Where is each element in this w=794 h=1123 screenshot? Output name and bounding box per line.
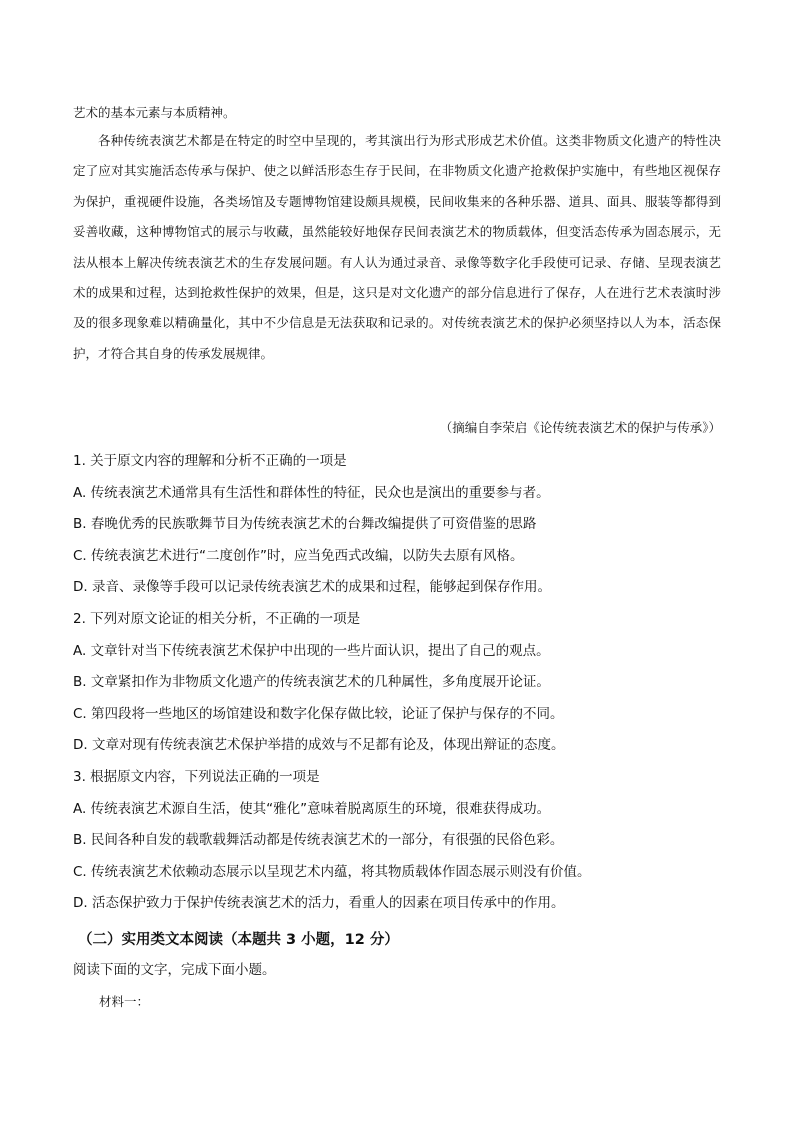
question-2-option-d: D. 文章对现有传统表演艺术保护举措的成效与不足都有论及，体现出辩证的态度。: [73, 737, 565, 754]
question-1-option-b: B. 春晚优秀的民族歌舞节目为传统表演艺术的台舞改编提供了可资借鉴的思路: [73, 516, 537, 533]
question-3-option-b: B. 民间各种自发的载歌载舞活动都是传统表演艺术的一部分，有很强的民俗色彩。: [73, 832, 564, 849]
section-heading: （二）实用类文本阅读（本题共 3 小题，12 分）: [78, 932, 399, 948]
passage-lead-line: 艺术的基本元素与本质精神。: [73, 105, 236, 120]
question-2-option-c: C. 第四段将一些地区的场馆建设和数字化保存做比较，论证了保护与保存的不同。: [73, 705, 564, 722]
question-2-option-a: A. 文章针对当下传统表演艺术保护中出现的一些片面认识，提出了自己的观点。: [73, 642, 550, 659]
question-2-option-b: B. 文章紧扣作为非物质文化遗产的传统表演艺术的几种属性，多角度展开论证。: [73, 674, 550, 691]
question-1-stem: 1. 关于原文内容的理解和分析不正确的一项是: [73, 453, 347, 469]
question-2-stem: 2. 下列对原文论证的相关分析，不正确的一项是: [73, 610, 361, 627]
passage-source: （摘编自李荣启《论传统表演艺术的保护与传承》）: [439, 420, 721, 435]
question-1-option-a: A. 传统表演艺术通常具有生活性和群体性的特征，民众也是演出的重要参与者。: [73, 484, 550, 501]
section-instruction: 阅读下面的文字，完成下面小题。: [73, 962, 276, 978]
question-3-option-c: C. 传统表演艺术依赖动态展示以呈现艺术内蕴，将其物质载体作固态展示则没有价值。: [73, 863, 591, 880]
questions-section: [73, 446, 721, 920]
question-1-option-d: D. 录音、录像等手段可以记录传统表演艺术的成果和过程，能够起到保存作用。: [73, 579, 551, 596]
material-label: 材料一：: [99, 994, 150, 1009]
passage-paragraph: 各种传统表演艺术都是在特定的时空中呈现的，考其演出行为形式形成艺术价值。这类非物质文化遗产的特性决定了应对其实施活态传承与保护、使之以鲜活形态生存于民间，在非物质文化遗产抢救保护实施中，有些地区视保存为保护，重视硬件设施，各类场馆及专题博物馆建设颇具规模，民间收集来的各种乐器、道具、面具、服装等都得到妥善收藏，这种博物馆式的展示与收藏，虽然能较好地保存民间表演艺术的物质载体，但变活态传承为固态展示，无法从根本上解决传统表演艺术的生存发展问题。有人认为通过录音、录像等数字化手段使可记录、存储、呈现表演艺术的成果和过程，达到抢救性保护的效果，但是，这只是对文化遗产的部分信息进行了保存，人在进行艺术表演时涉及的很多现象难以精确量化，其中不少信息是无法获取和记录的。对传统表演艺术的保护必须坚持以人为本，活态保护，才符合其自身的传承发展规律。: [73, 133, 721, 361]
question-1-option-c: C. 传统表演艺术进行“二度创作”时，应当免西式改编，以防失去原有风格。: [73, 547, 524, 564]
question-3-option-d: D. 活态保护致力于保护传统表演艺术的活力，看重人的因素在项目传承中的作用。: [73, 895, 565, 912]
question-3-stem: 3. 根据原文内容，下列说法正确的一项是: [73, 768, 320, 785]
question-3-option-a: A. 传统表演艺术源自生活，使其“雅化”意味着脱离原生的环境，很难获得成功。: [73, 800, 551, 817]
